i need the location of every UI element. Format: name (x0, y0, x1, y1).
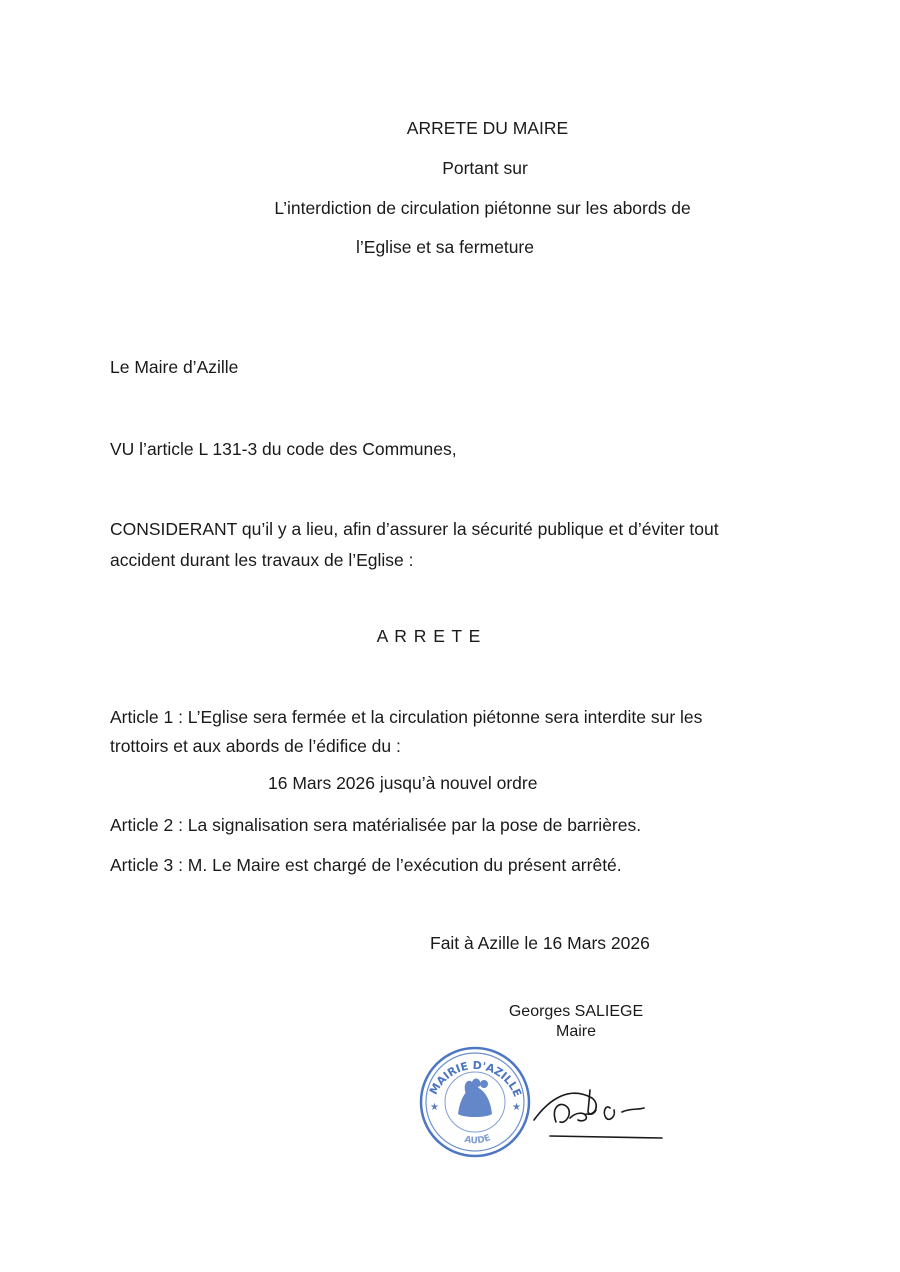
svg-text:AUDE: AUDE (463, 1133, 493, 1147)
document-subtitle: Portant sur (442, 158, 528, 178)
svg-text:★: ★ (430, 1102, 439, 1113)
mairie-stamp (416, 1038, 534, 1160)
article-1-date: 16 Mars 2026 jusqu’à nouvel ordre (268, 773, 538, 793)
subject-line-2: l’Eglise et sa fermeture (356, 237, 534, 257)
document-title: ARRETE DU MAIRE (406, 118, 569, 138)
considerant-line-2: accident durant les travaux de l’Eglise : (110, 550, 414, 570)
place-date: Fait à Azille le 16 Mars 2026 (430, 933, 650, 953)
signatory-name: Georges SALIEGE (508, 1003, 644, 1020)
article-1-line-2: trottoirs et aux abords de l’édifice du : (110, 736, 401, 756)
svg-text:MAIRIE D'AZILLE: MAIRIE D'AZILLE (426, 1058, 525, 1099)
signatory-title: Maire (555, 1023, 596, 1040)
article-3: Article 3 : M. Le Maire est chargé de l’exécution du présent arrêté. (110, 855, 622, 875)
article-2: Article 2 : La signalisation sera matérialisée par la pose de barrières. (110, 815, 642, 835)
subject-line-1: L’interdiction de circulation piétonne sur les abords de (274, 198, 691, 218)
signature (530, 1078, 670, 1148)
vu-line: VU l’article L 131-3 du code des Communes, (110, 439, 457, 459)
authority-line: Le Maire d’Azille (110, 357, 239, 377)
considerant-line-1: CONSIDERANT qu’il y a lieu, afin d’assurer la sécurité publique et d’éviter tout (110, 519, 719, 539)
svg-text:★: ★ (512, 1102, 521, 1113)
article-1-line-1: Article 1 : L’Eglise sera fermée et la circulation piétonne sera interdite sur les (110, 707, 703, 727)
decision-heading: A R R E T E (376, 626, 482, 646)
